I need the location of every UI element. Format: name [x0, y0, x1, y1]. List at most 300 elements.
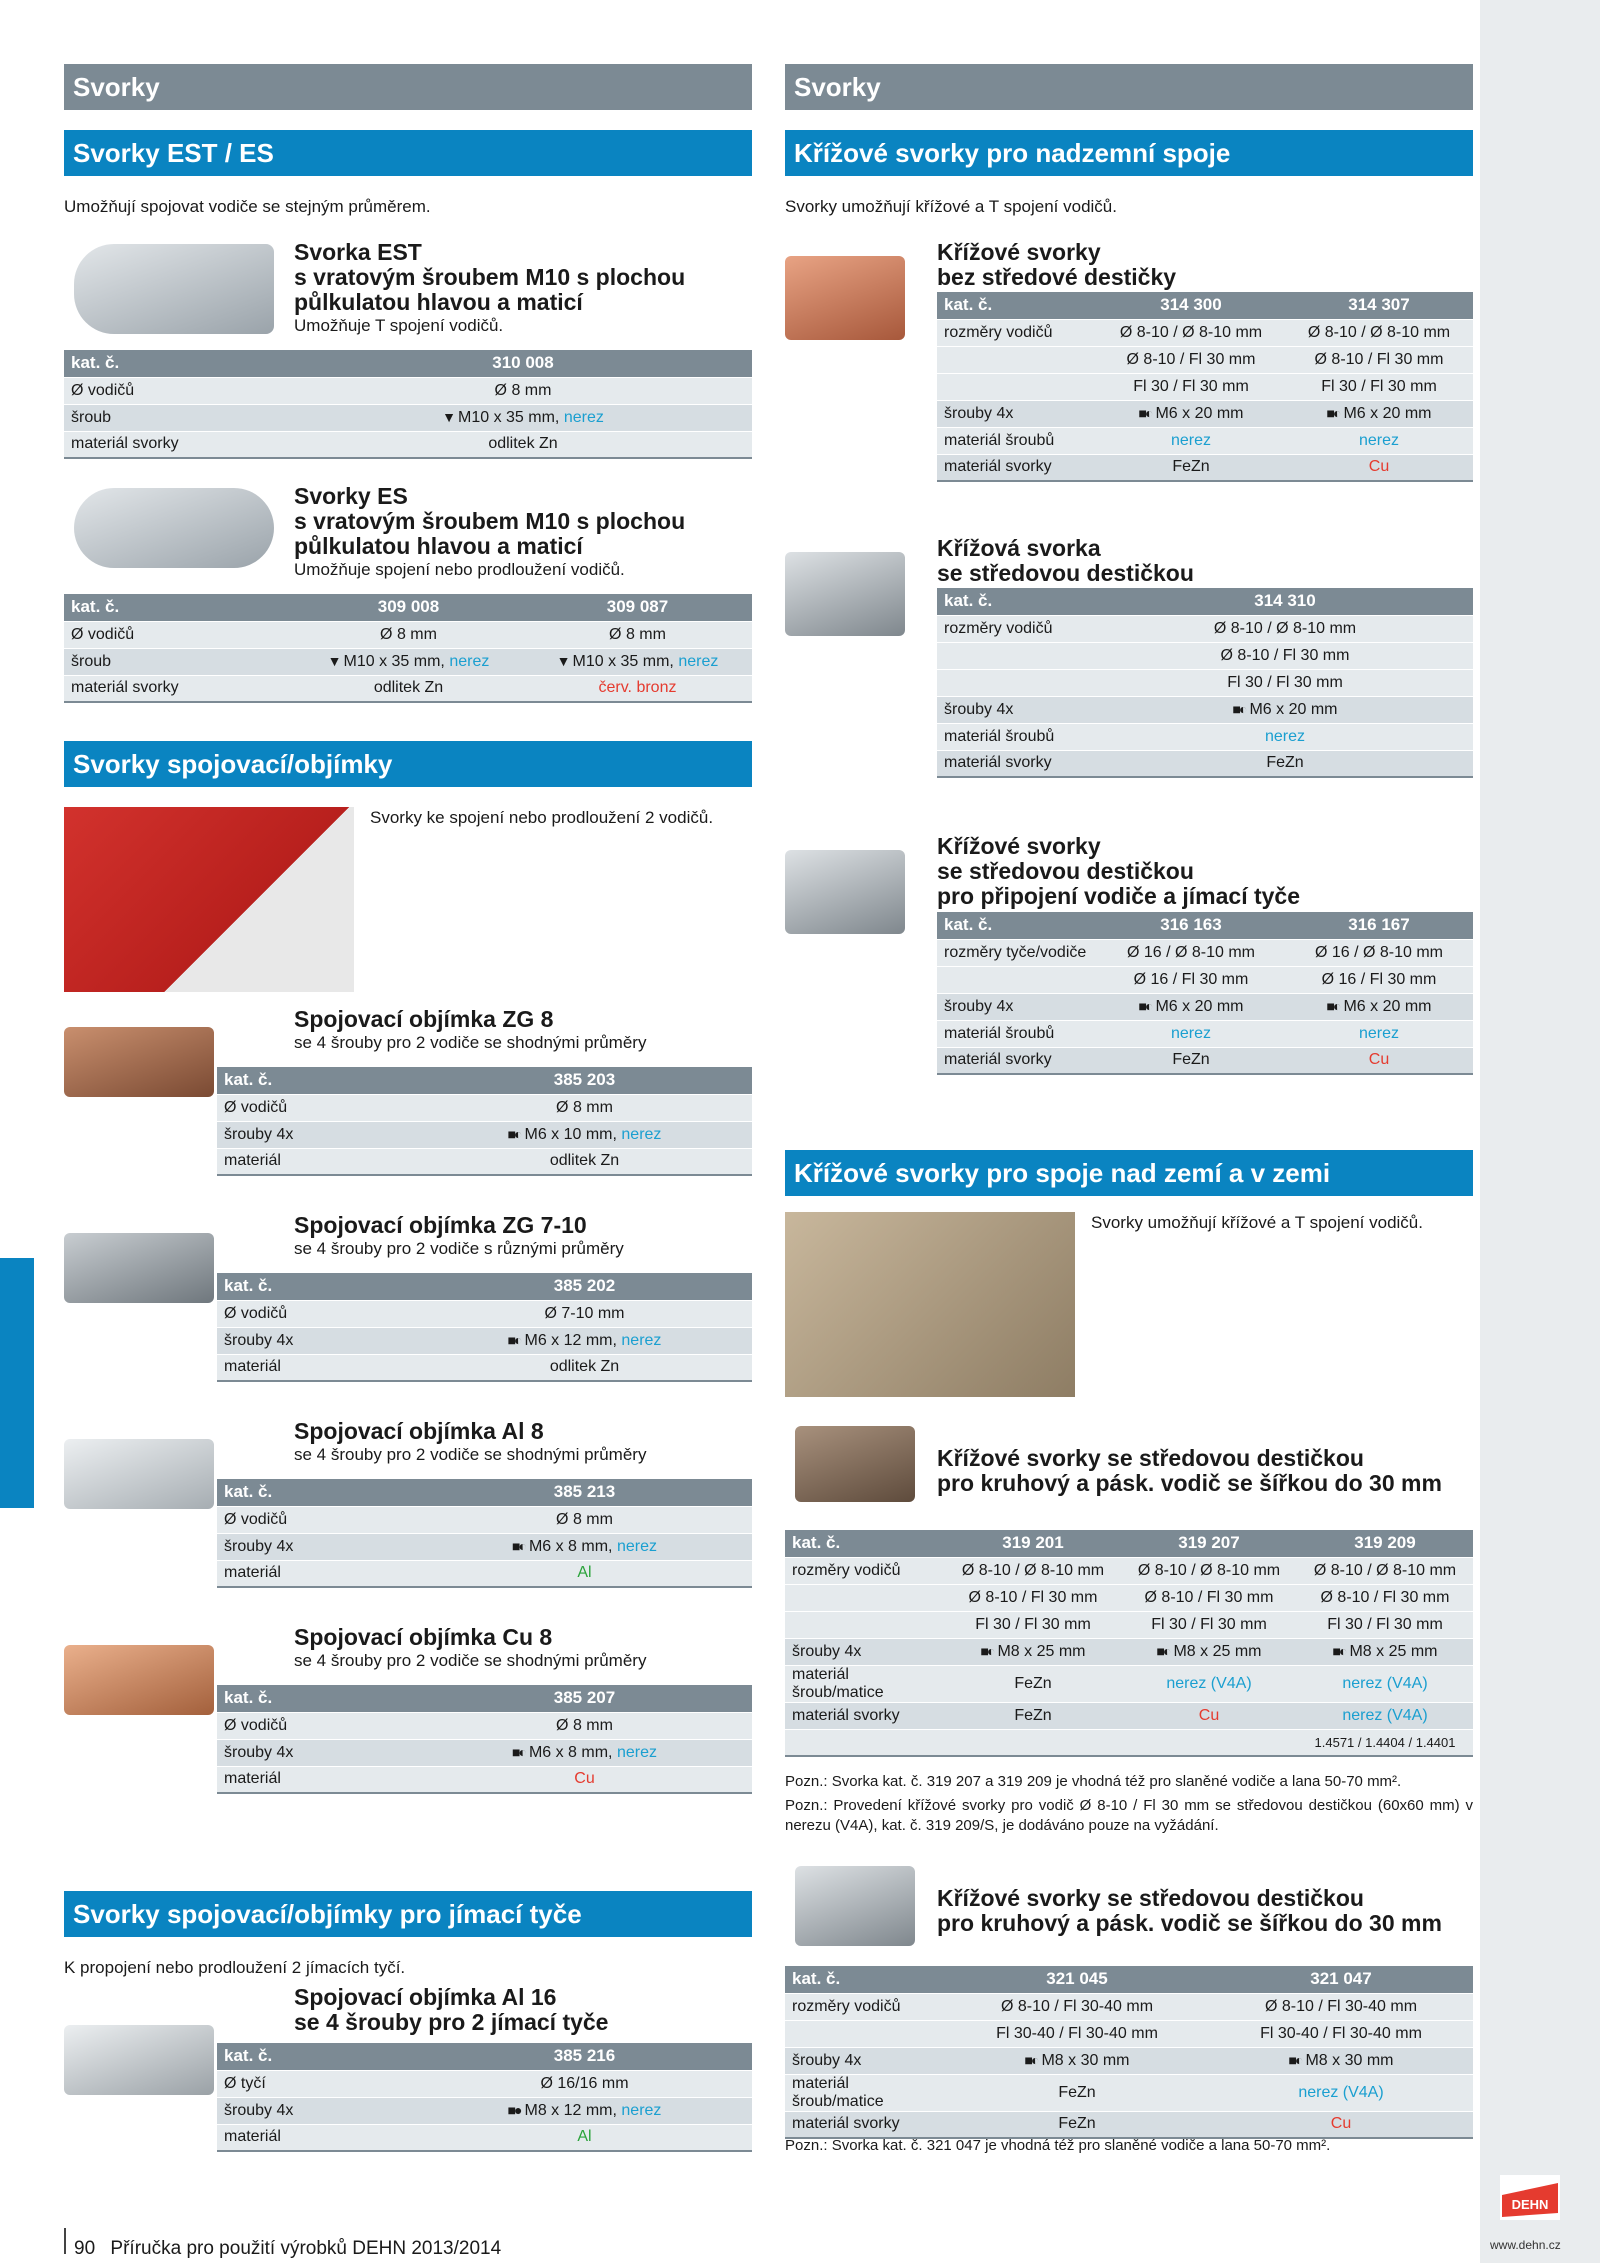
bolt-icon: ■◐: [1288, 2051, 1302, 2068]
product-title: Spojovací objímka Al 8: [294, 1418, 544, 1444]
product-title: Spojovací objímka ZG 8: [294, 1006, 554, 1032]
cell-text: nerez: [678, 652, 719, 670]
row-label: materiál šroubů: [937, 427, 1097, 454]
col-header: kat. č.: [785, 1530, 945, 1557]
row-label: materiál šroub/matice: [785, 2074, 945, 2111]
product-zg710: [64, 1213, 752, 1419]
spec-table: [64, 350, 752, 459]
row-label: rozměry vodičů: [937, 319, 1097, 346]
row-label: Ø vodičů: [217, 1094, 417, 1121]
product-title: Spojovací objímka ZG 7-10: [294, 1212, 587, 1238]
cell: 1.4571 / 1.4404 / 1.4401: [1297, 1729, 1473, 1756]
cell: [1097, 696, 1473, 723]
product-est: [64, 240, 752, 480]
cell: Ø 8 mm: [417, 1712, 752, 1739]
cell: [417, 1327, 752, 1354]
row-label: materiál svorky: [64, 675, 294, 702]
product-subtitle: se 4 šrouby pro 2 vodiče se shodnými průměry: [294, 1651, 647, 1670]
row-label: [785, 2020, 945, 2047]
cell-text: M6 x 20 mm: [1155, 404, 1244, 422]
product-zg8: [64, 1007, 752, 1213]
row-label: materiál šroubů: [937, 1020, 1097, 1047]
cell: FeZn: [1097, 454, 1285, 481]
intro-text: Umožňují spojovat vodiče se stejným průměrem.: [64, 197, 431, 216]
row-label: šrouby 4x: [217, 1533, 417, 1560]
product-title-line: pro kruhový a pásk. vodič se šířkou do 30 mm: [937, 1470, 1442, 1496]
cell: Ø 8 mm: [417, 1506, 752, 1533]
col-header: kat. č.: [937, 912, 1097, 939]
cell: nerez (V4A): [1297, 1665, 1473, 1702]
col-header: 314 310: [1097, 588, 1473, 615]
col-header: kat. č.: [217, 1067, 417, 1094]
row-label: šrouby 4x: [785, 2047, 945, 2074]
col-header: 319 209: [1297, 1530, 1473, 1557]
cell-text: M8 x 25 mm: [997, 1642, 1086, 1660]
row-label: šrouby 4x: [937, 696, 1097, 723]
cell-text: nerez: [621, 1125, 662, 1143]
installation-photo: [785, 1212, 1075, 1397]
cell: Ø 8 mm: [294, 621, 523, 648]
product-image: [795, 1426, 915, 1502]
product-image: [64, 1439, 214, 1509]
cell: Ø 8-10 / Fl 30 mm: [1285, 346, 1473, 373]
product-title: Křížová svorka: [937, 535, 1101, 561]
product-title-line: se 4 šrouby pro 2 jímací tyče: [294, 2009, 609, 2035]
cell: [1209, 2047, 1473, 2074]
cell: Fl 30-40 / Fl 30-40 mm: [945, 2020, 1209, 2047]
product-title-line: půlkulatou hlavou a maticí: [294, 289, 583, 315]
footnote: Pozn.: Svorka kat. č. 319 207 a 319 209 je vhodná též pro slaněné vodiče a lana 50-70 mm².: [785, 1773, 1402, 1790]
intro-text: Svorky umožňují křížové a T spojení vodičů.: [1091, 1213, 1423, 1232]
row-label: [937, 966, 1097, 993]
row-label: šrouby 4x: [937, 400, 1097, 427]
intro-block: [785, 1212, 1473, 1412]
bolt-icon: ■◐: [1138, 404, 1152, 421]
spec-table: [217, 1273, 752, 1382]
product-image: [64, 1645, 214, 1715]
spec-table: [937, 292, 1473, 482]
row-label: materiál šroub/matice: [785, 1665, 945, 1702]
row-label: [785, 1584, 945, 1611]
cell-text: nerez: [616, 1537, 657, 1555]
product-subtitle: Umožňuje spojení nebo prodloužení vodičů.: [294, 560, 625, 579]
intro-block: [64, 807, 752, 997]
product-title: Křížové svorky se středovou destičkou: [937, 1885, 1364, 1911]
col-header: kat. č.: [937, 292, 1097, 319]
cell: Fl 30 / Fl 30 mm: [1121, 1611, 1297, 1638]
product-cross-clamp-3: [785, 834, 1473, 1150]
bolt-icon: ■◐: [1156, 1642, 1170, 1659]
cell-text: M8 x 25 mm: [1173, 1642, 1262, 1660]
cell: Cu: [1209, 2111, 1473, 2138]
cell: Ø 8 mm: [294, 377, 752, 404]
section-header: Svorky: [64, 64, 752, 110]
cell: [1285, 993, 1473, 1020]
website-url[interactable]: www.dehn.cz: [1490, 2238, 1561, 2252]
product-subtitle: Umožňuje T spojení vodičů.: [294, 316, 504, 335]
product-title: Křížové svorky: [937, 239, 1101, 265]
subsection-header: Svorky spojovací/objímky pro jímací tyče: [64, 1891, 752, 1937]
row-label: materiál: [217, 1354, 417, 1381]
cell-text: M8 x 25 mm: [1349, 1642, 1438, 1660]
row-label: šrouby 4x: [217, 2097, 417, 2124]
row-label: [785, 1729, 945, 1756]
row-label: [937, 373, 1097, 400]
col-header: 385 207: [417, 1685, 752, 1712]
row-label: Ø tyčí: [217, 2070, 417, 2097]
product-cross-clamp-1: [785, 240, 1473, 536]
cell: [945, 1638, 1121, 1665]
cell-text: nerez: [563, 408, 604, 426]
row-label: šrouby 4x: [217, 1739, 417, 1766]
cell-text: M10 x 35 mm,: [458, 408, 564, 426]
cell: nerez: [1285, 1020, 1473, 1047]
cell-text: M6 x 20 mm: [1343, 404, 1432, 422]
bolt-icon: ■◐: [507, 1331, 521, 1348]
bolt-icon: ■◐: [1024, 2051, 1038, 2068]
bolt-icon: ■◐: [512, 1537, 525, 1554]
footnote: Pozn.: Svorka kat. č. 321 047 je vhodná též pro slaněné vodiče a lana 50-70 mm².: [785, 2137, 1331, 2154]
cell: [1097, 400, 1285, 427]
cell: FeZn: [945, 1702, 1121, 1729]
row-label: Ø vodičů: [64, 621, 294, 648]
spec-table: [217, 1479, 752, 1588]
row-label: materiál šroubů: [937, 723, 1097, 750]
product-cross-clamp-4: [785, 1426, 1473, 1866]
product-title: Spojovací objímka Cu 8: [294, 1624, 553, 1650]
product-image: [64, 1233, 214, 1303]
product-title: Spojovací objímka Al 16: [294, 1984, 557, 2010]
subsection-header: Křížové svorky pro nadzemní spoje: [785, 130, 1473, 176]
cell-text: M6 x 8 mm,: [528, 1743, 617, 1761]
page-footer: [64, 2238, 501, 2260]
cell-text: M8 x 30 mm: [1305, 2051, 1394, 2069]
intro-text: Svorky ke spojení nebo prodloužení 2 vodičů.: [370, 808, 714, 827]
cell: Cu: [1285, 454, 1473, 481]
product-title-line: se středovou destičkou: [937, 560, 1194, 586]
spec-table: [217, 1685, 752, 1794]
cell: Ø 8-10 / Fl 30 mm: [1097, 346, 1285, 373]
cell: [1121, 1729, 1297, 1756]
cell: Ø 8-10 / Ø 8-10 mm: [1285, 319, 1473, 346]
cell: Ø 16/16 mm: [417, 2070, 752, 2097]
cell: Ø 8 mm: [523, 621, 752, 648]
row-label: materiál svorky: [937, 750, 1097, 777]
cell: nerez: [1097, 427, 1285, 454]
cell: Fl 30 / Fl 30 mm: [1297, 1611, 1473, 1638]
cell: FeZn: [945, 2074, 1209, 2111]
cell-text: M6 x 12 mm,: [524, 1331, 622, 1349]
cell: Ø 16 / Fl 30 mm: [1097, 966, 1285, 993]
cell: Fl 30 / Fl 30 mm: [1285, 373, 1473, 400]
col-header: 385 213: [417, 1479, 752, 1506]
cell-text: M8 x 30 mm: [1041, 2051, 1130, 2069]
row-label: materiál svorky: [937, 454, 1097, 481]
col-header: 385 202: [417, 1273, 752, 1300]
cell: [523, 648, 752, 675]
cell: FeZn: [1097, 750, 1473, 777]
row-label: materiál: [217, 2124, 417, 2151]
col-header: 319 201: [945, 1530, 1121, 1557]
cell: [945, 2047, 1209, 2074]
cell: Ø 8-10 / Fl 30-40 mm: [1209, 1993, 1473, 2020]
product-title-line: s vratovým šroubem M10 s plochou: [294, 264, 686, 290]
cell-text: M6 x 20 mm: [1249, 700, 1338, 718]
chapter-tab: [0, 1258, 34, 1508]
row-label: [937, 642, 1097, 669]
product-title-line: bez středové destičky: [937, 264, 1177, 290]
dehn-logo: [1490, 2165, 1570, 2235]
cell: Fl 30 / Fl 30 mm: [945, 1611, 1121, 1638]
bolt-icon: ■●: [507, 2101, 521, 2118]
row-label: materiál svorky: [785, 1702, 945, 1729]
col-header: 321 045: [945, 1966, 1209, 1993]
row-label: [937, 669, 1097, 696]
cell: Ø 7-10 mm: [417, 1300, 752, 1327]
cell: odlitek Zn: [294, 431, 752, 458]
cell: [417, 1533, 752, 1560]
row-label: rozměry tyče/vodiče: [937, 939, 1097, 966]
col-header: kat. č.: [64, 594, 294, 621]
cell-text: M8 x 12 mm,: [524, 2101, 622, 2119]
col-header: 309 008: [294, 594, 523, 621]
left-column: [64, 64, 752, 2185]
row-label: šroub: [64, 648, 294, 675]
cell: Fl 30 / Fl 30 mm: [1097, 669, 1473, 696]
row-label: [785, 1611, 945, 1638]
row-label: [937, 346, 1097, 373]
cell: Ø 8-10 / Fl 30 mm: [1121, 1584, 1297, 1611]
section-header: Svorky: [785, 64, 1473, 110]
bolt-icon: ▼: [327, 652, 340, 669]
spec-table: [217, 1067, 752, 1176]
product-subtitle: se 4 šrouby pro 2 vodiče se shodnými průměry: [294, 1033, 647, 1052]
cell: Ø 8-10 / Fl 30-40 mm: [945, 1993, 1209, 2020]
col-header: kat. č.: [937, 588, 1097, 615]
cell: Ø 16 / Fl 30 mm: [1285, 966, 1473, 993]
product-title: Křížové svorky se středovou destičkou: [937, 1445, 1364, 1471]
cell-text: M6 x 20 mm: [1343, 997, 1432, 1015]
cell: [294, 404, 752, 431]
cell: [417, 2097, 752, 2124]
product-cu8: [64, 1625, 752, 1831]
col-header: 321 047: [1209, 1966, 1473, 1993]
product-cross-clamp-5: [785, 1866, 1473, 2186]
product-title-line: pro připojení vodiče a jímací tyče: [937, 883, 1301, 909]
bolt-icon: ▼: [442, 408, 454, 425]
product-title: Svorka EST: [294, 239, 422, 265]
cell: Cu: [417, 1766, 752, 1793]
subsection-header: Křížové svorky pro spoje nad zemí a v zemi: [785, 1150, 1473, 1196]
cell-text: M10 x 35 mm,: [343, 652, 450, 670]
product-al8: [64, 1419, 752, 1625]
product-es: [64, 484, 752, 729]
page-number: 90: [74, 2238, 96, 2259]
bolt-icon: ▼: [556, 652, 569, 669]
cell: Ø 8 mm: [417, 1094, 752, 1121]
row-label: Ø vodičů: [217, 1506, 417, 1533]
product-subtitle: se 4 šrouby pro 2 vodiče se shodnými průměry: [294, 1445, 647, 1464]
spec-table: [785, 1530, 1473, 1757]
cell: nerez: [1285, 427, 1473, 454]
cell-text: M6 x 8 mm,: [528, 1537, 617, 1555]
product-title-line: půlkulatou hlavou a maticí: [294, 533, 583, 559]
cell-text: M10 x 35 mm,: [572, 652, 679, 670]
product-al16: [64, 1985, 752, 2185]
row-label: Ø vodičů: [217, 1712, 417, 1739]
bolt-icon: ■◐: [507, 1125, 521, 1142]
cell-text: nerez: [621, 2101, 662, 2119]
cell: Cu: [1121, 1702, 1297, 1729]
col-header: 309 087: [523, 594, 752, 621]
footnote: Pozn.: Provedení křížové svorky pro vodič Ø 8-10 / Fl 30 mm se středovou destičkou (60x60 mm) v nerezu (V4A), kat. č. 319 209/S, je dodáváno pouze na vyžádání.: [785, 1797, 1473, 1834]
bolt-icon: ■◐: [1138, 997, 1152, 1014]
cell: Ø 8-10 / Ø 8-10 mm: [1097, 615, 1473, 642]
col-header: 316 167: [1285, 912, 1473, 939]
row-label: šrouby 4x: [937, 993, 1097, 1020]
cell: nerez: [1097, 1020, 1285, 1047]
product-image: [785, 850, 905, 934]
cell: Ø 8-10 / Ø 8-10 mm: [1121, 1557, 1297, 1584]
cell: [417, 1121, 752, 1148]
cell: červ. bronz: [523, 675, 752, 702]
cell-text: nerez: [449, 652, 490, 670]
cell-text: M6 x 10 mm,: [524, 1125, 622, 1143]
col-header: 316 163: [1097, 912, 1285, 939]
cell: [1285, 400, 1473, 427]
right-column: [785, 64, 1473, 2186]
col-header: kat. č.: [64, 350, 294, 377]
col-header: 319 207: [1121, 1530, 1297, 1557]
col-header: kat. č.: [217, 1685, 417, 1712]
bolt-icon: ■◐: [980, 1642, 994, 1659]
col-header: kat. č.: [217, 1479, 417, 1506]
cell: Al: [417, 2124, 752, 2151]
cell: Ø 8-10 / Fl 30 mm: [945, 1584, 1121, 1611]
cell: nerez: [1097, 723, 1473, 750]
product-image: [785, 552, 905, 636]
col-header: 385 203: [417, 1067, 752, 1094]
row-label: materiál svorky: [785, 2111, 945, 2138]
row-label: materiál: [217, 1148, 417, 1175]
col-header: 310 008: [294, 350, 752, 377]
row-label: šrouby 4x: [785, 1638, 945, 1665]
bolt-icon: ■◐: [1332, 1642, 1346, 1659]
cell: [1297, 1638, 1473, 1665]
row-label: Ø vodičů: [217, 1300, 417, 1327]
cell: FeZn: [945, 2111, 1209, 2138]
product-image: [795, 1866, 915, 1946]
cell: odlitek Zn: [417, 1148, 752, 1175]
cell: [1121, 1638, 1297, 1665]
cell-text: nerez: [616, 1743, 657, 1761]
product-image: [64, 2025, 214, 2095]
cell: [1097, 993, 1285, 1020]
cell: Ø 16 / Ø 8-10 mm: [1285, 939, 1473, 966]
col-header: 314 307: [1285, 292, 1473, 319]
product-title-line: pro kruhový a pásk. vodič se šířkou do 30 mm: [937, 1910, 1442, 1936]
cell: nerez (V4A): [1209, 2074, 1473, 2111]
cell: odlitek Zn: [417, 1354, 752, 1381]
row-label: šrouby 4x: [217, 1121, 417, 1148]
installation-photo: [64, 807, 354, 992]
cell: Ø 8-10 / Ø 8-10 mm: [945, 1557, 1121, 1584]
bolt-icon: ■◐: [512, 1743, 525, 1760]
cell: Fl 30-40 / Fl 30-40 mm: [1209, 2020, 1473, 2047]
cell: Ø 16 / Ø 8-10 mm: [1097, 939, 1285, 966]
spec-table: [937, 588, 1473, 778]
cell: [945, 1729, 1121, 1756]
right-margin-band: [1480, 0, 1600, 2263]
row-label: Ø vodičů: [64, 377, 294, 404]
spec-table: [937, 912, 1473, 1075]
subsection-header: Svorky EST / ES: [64, 130, 752, 176]
product-title-line: se středovou destičkou: [937, 858, 1194, 884]
product-title: Křížové svorky: [937, 833, 1101, 859]
row-label: rozměry vodičů: [785, 1557, 945, 1584]
cell: Ø 8-10 / Ø 8-10 mm: [1097, 319, 1285, 346]
cell: Ø 8-10 / Ø 8-10 mm: [1297, 1557, 1473, 1584]
cell: Al: [417, 1560, 752, 1587]
product-image: [74, 244, 274, 334]
col-header: kat. č.: [217, 2043, 417, 2070]
cell: Cu: [1285, 1047, 1473, 1074]
row-label: materiál svorky: [64, 431, 294, 458]
col-header: 314 300: [1097, 292, 1285, 319]
bolt-icon: ■◐: [1232, 700, 1246, 717]
product-image: [74, 488, 274, 568]
row-label: šroub: [64, 404, 294, 431]
col-header: 385 216: [417, 2043, 752, 2070]
row-label: šrouby 4x: [217, 1327, 417, 1354]
row-label: rozměry vodičů: [937, 615, 1097, 642]
cell: Ø 8-10 / Fl 30 mm: [1097, 642, 1473, 669]
product-title: Svorky ES: [294, 483, 408, 509]
row-label: materiál: [217, 1766, 417, 1793]
product-title-line: s vratovým šroubem M10 s plochou: [294, 508, 686, 534]
cell: nerez (V4A): [1297, 1702, 1473, 1729]
row-label: rozměry vodičů: [785, 1993, 945, 2020]
intro-text: Svorky umožňují křížové a T spojení vodičů.: [785, 197, 1117, 216]
cell: FeZn: [945, 1665, 1121, 1702]
subsection-header: Svorky spojovací/objímky: [64, 741, 752, 787]
cell: Fl 30 / Fl 30 mm: [1097, 373, 1285, 400]
cell: nerez (V4A): [1121, 1665, 1297, 1702]
intro-text: K propojení nebo prodloužení 2 jímacích tyčí.: [64, 1958, 406, 1977]
cell-text: nerez: [621, 1331, 662, 1349]
product-cross-clamp-2: [785, 536, 1473, 834]
product-subtitle: se 4 šrouby pro 2 vodiče s různými průměry: [294, 1239, 624, 1258]
logo-text: DEHN: [1511, 2197, 1549, 2212]
product-image: [64, 1027, 214, 1097]
spec-table: [64, 594, 752, 703]
bolt-icon: ■◐: [1326, 997, 1340, 1014]
cell: Ø 8-10 / Fl 30 mm: [1297, 1584, 1473, 1611]
cell: [294, 648, 523, 675]
cell: odlitek Zn: [294, 675, 523, 702]
cell: FeZn: [1097, 1047, 1285, 1074]
row-label: materiál: [217, 1560, 417, 1587]
cell: [417, 1739, 752, 1766]
spec-table: [785, 1966, 1473, 2139]
footer-text: Příručka pro použití výrobků DEHN 2013/2014: [110, 2238, 502, 2259]
row-label: materiál svorky: [937, 1047, 1097, 1074]
spec-table: [217, 2043, 752, 2152]
col-header: kat. č.: [785, 1966, 945, 1993]
cell-text: M6 x 20 mm: [1155, 997, 1244, 1015]
col-header: kat. č.: [217, 1273, 417, 1300]
product-image: [785, 256, 905, 340]
